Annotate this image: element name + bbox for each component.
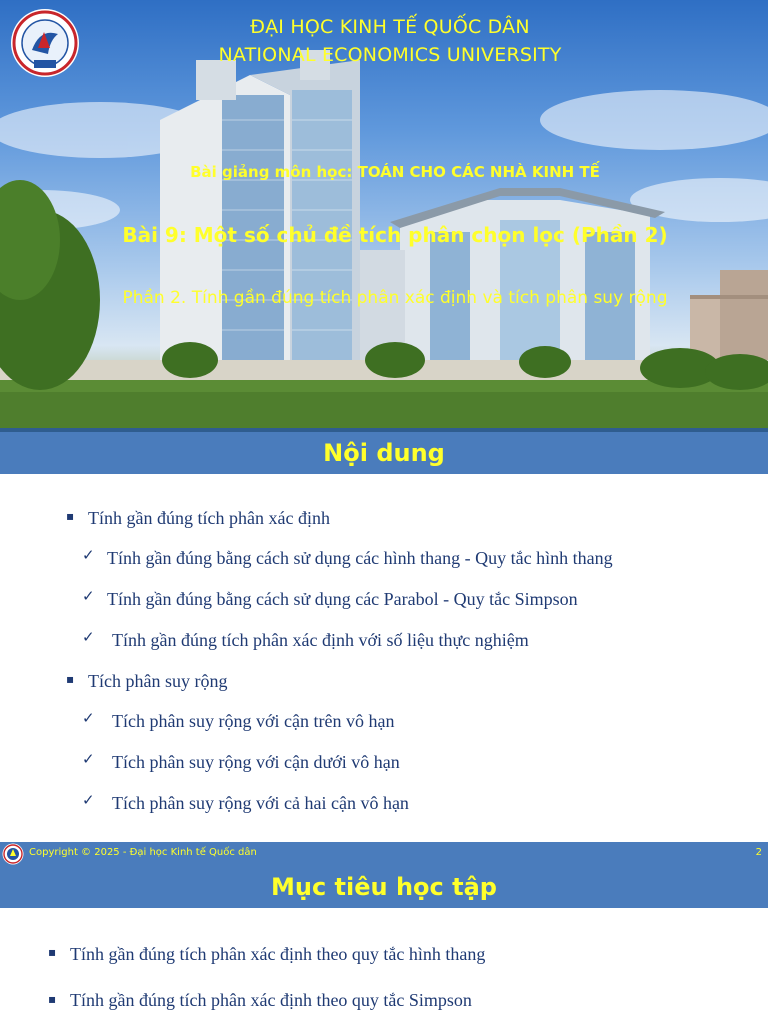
clouds: [0, 90, 768, 230]
university-name-vn: ĐẠI HỌC KINH TẾ QUỐC DÂN: [250, 16, 530, 38]
square-bullet-icon: ▪: [48, 992, 57, 1006]
list-item: Tích phân suy rộng với cận dưới vô hạn: [112, 752, 400, 772]
square-bullet-icon: ▪: [66, 672, 75, 686]
contents-title: Nội dung: [0, 432, 768, 474]
lesson-title: Bài 9: Một số chủ đề tích phân chọn lọc (Phần 2): [122, 223, 668, 247]
list-item: Tích phân suy rộng với cận trên vô hạn: [112, 711, 395, 731]
course-title: Bài giảng môn học: TOÁN CHO CÁC NHÀ KINH TẾ: [190, 163, 600, 181]
copyright-text: Copyright © 2025 - Đại học Kinh tế Quốc dân: [29, 847, 257, 858]
check-bullet-icon: ✓: [82, 709, 95, 727]
objectives-slide: [0, 866, 768, 1024]
check-bullet-icon: ✓: [82, 587, 95, 605]
check-bullet-icon: ✓: [82, 628, 95, 646]
list-item: Tính gần đúng tích phân xác định theo quy tắc Simpson: [70, 990, 472, 1010]
footer-logo-icon: [2, 843, 24, 865]
list-item: Tích phân suy rộng với cả hai cận vô hạn: [112, 793, 409, 813]
square-bullet-icon: ▪: [66, 509, 75, 523]
university-name-en: NATIONAL ECONOMICS UNIVERSITY: [218, 44, 562, 66]
page-number: 2: [755, 847, 762, 858]
main-tower: [160, 50, 360, 360]
square-bullet-icon: ▪: [48, 945, 57, 959]
part-title: Phần 2. Tính gần đúng tích phân xác định và tích phân suy rộng: [122, 288, 668, 308]
list-item: Tính gần đúng tích phân xác định theo quy tắc hình thang: [70, 944, 486, 964]
list-item: Tích phân suy rộng: [88, 671, 228, 691]
objectives-title: Mục tiêu học tập: [0, 866, 768, 908]
right-building: [360, 188, 665, 365]
check-bullet-icon: ✓: [82, 750, 95, 768]
check-bullet-icon: ✓: [82, 546, 95, 564]
check-bullet-icon: ✓: [82, 791, 95, 809]
list-item: Tính gần đúng tích phân xác định: [88, 508, 330, 528]
slide-footer: [0, 842, 768, 866]
title-slide: [0, 0, 768, 432]
contents-slide: [0, 432, 768, 842]
list-item: Tính gần đúng bằng cách sử dụng các Parabol - Quy tắc Simpson: [107, 589, 578, 609]
list-item: Tính gần đúng bằng cách sử dụng các hình thang - Quy tắc hình thang: [107, 548, 613, 568]
list-item: Tính gần đúng tích phân xác định với số liệu thực nghiệm: [112, 630, 529, 650]
distant-buildings: [690, 270, 768, 365]
